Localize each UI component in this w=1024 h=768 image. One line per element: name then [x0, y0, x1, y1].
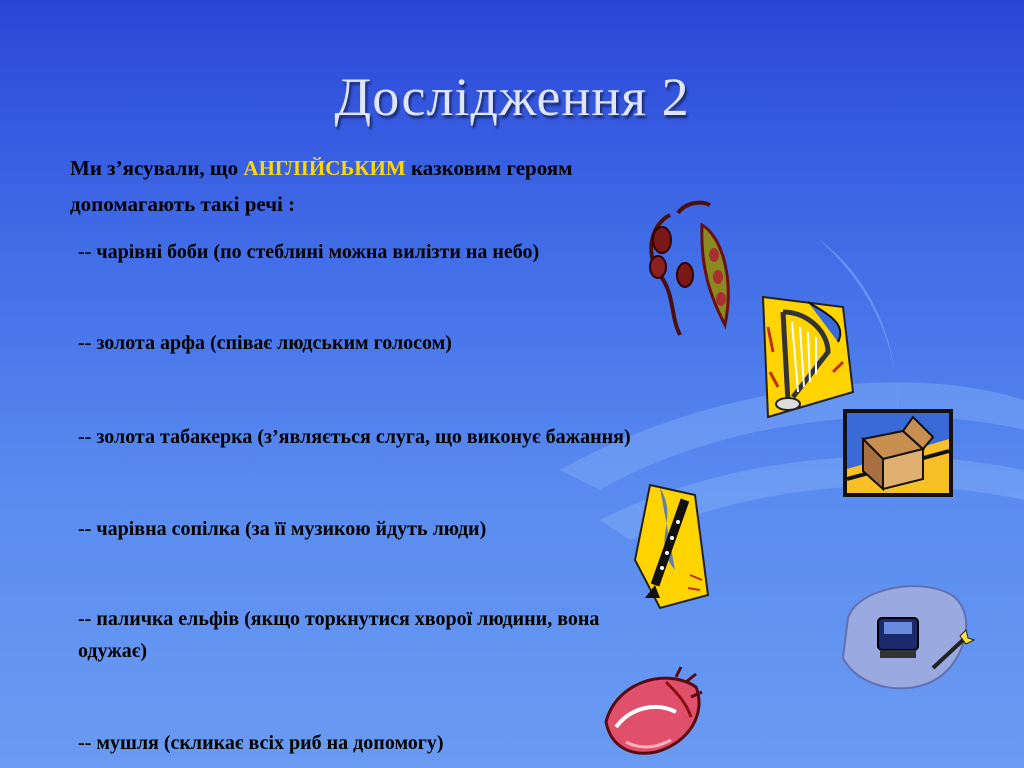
list-item-snuffbox: -- золота табакерка (з’являється слуга, що виконує бажання) [78, 426, 631, 448]
intro-part1: Ми з’ясували, що [70, 156, 244, 180]
shell-icon [596, 662, 704, 762]
harp-icon [748, 292, 860, 422]
list-item-wand: -- паличка ельфів (якщо торкнутися хворої людини, вона [78, 608, 600, 630]
intro-highlight: АНГЛІЙСЬКИМ [243, 156, 406, 180]
list-item-pipe: -- чарівна сопілка (за її музикою йдуть люди) [78, 518, 487, 540]
slide-title: Дослідження 2 [334, 67, 690, 127]
list-item-wand-cont: одужає) [78, 640, 148, 662]
beans-icon [640, 195, 745, 340]
wand-icon [838, 578, 978, 693]
intro-part2: казковим героям [405, 156, 573, 180]
list-item-beans: -- чарівні боби (по стеблині можна вилізти на небо) [78, 241, 540, 263]
pipe-icon [630, 480, 710, 610]
intro-line2: допомагають такі речі : [70, 192, 296, 216]
list-item-shell: -- мушля (скликає всіх риб на допомогу) [78, 732, 444, 754]
snuffbox-icon [843, 409, 953, 497]
list-item-harp: -- золота арфа (співає людським голосом) [78, 332, 452, 354]
